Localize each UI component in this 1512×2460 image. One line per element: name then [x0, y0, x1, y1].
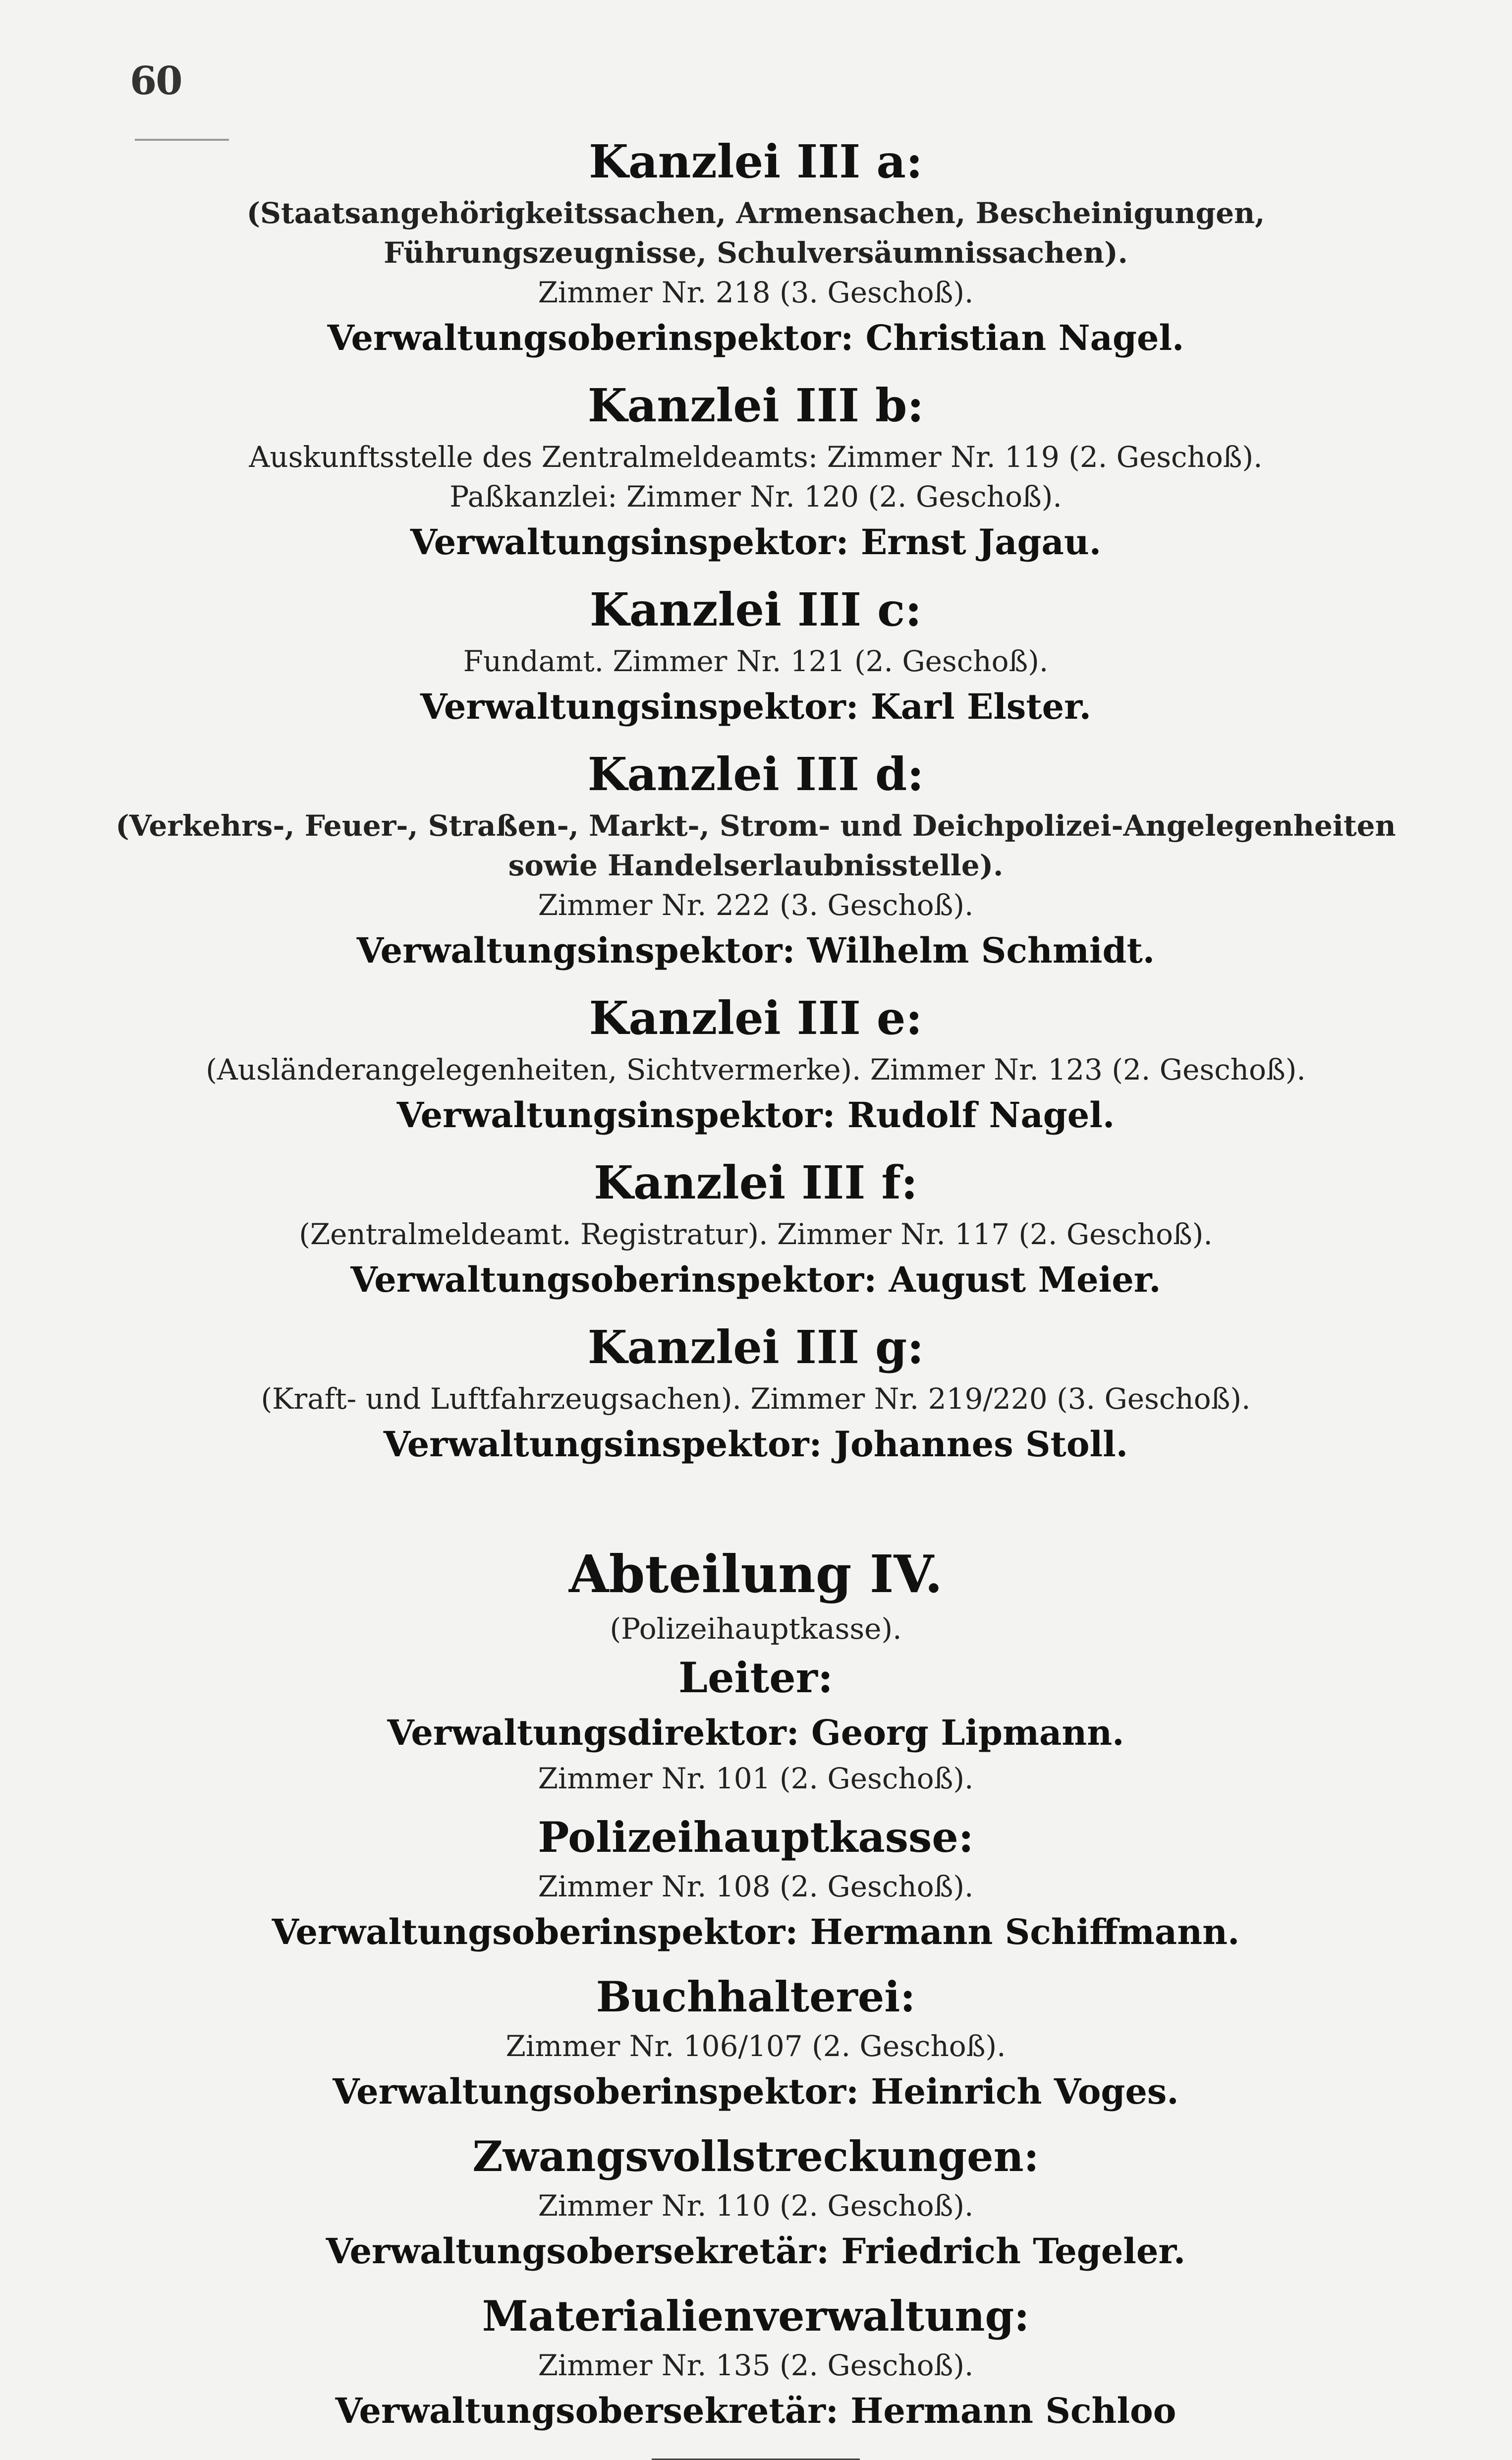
unit-officer: Verwaltungsoberinspektor: Hermann Schiffmann.	[272, 1911, 1240, 1952]
section-kanzlei-3a	[109, 130, 1402, 364]
unit-heading: Polizeihauptkasse:	[538, 1813, 974, 1862]
directory-content	[109, 130, 1402, 2460]
section-heading: Kanzlei III c:	[589, 583, 922, 636]
unit-officer: Verwaltungsobersekretär: Friedrich Tegeler.	[326, 2231, 1186, 2272]
section-heading: Kanzlei III a:	[589, 135, 923, 188]
section-description: (Staatsangehörigkeitssachen, Armensachen, Bescheinigungen, Führungszeugnisse, Schulversäumnissachen).	[246, 196, 1265, 270]
unit-zwangsvollstreckungen	[109, 2127, 1402, 2277]
section-heading: Kanzlei III e:	[589, 991, 923, 1045]
unit-officer: Verwaltungsoberinspektor: Heinrich Voges.	[333, 2071, 1179, 2112]
section-officer: Verwaltungsinspektor: Johannes Stoll.	[383, 1424, 1128, 1465]
unit-heading: Zwangsvollstreckungen:	[472, 2132, 1039, 2181]
section-kanzlei-3c	[109, 578, 1402, 733]
section-heading: Kanzlei III g:	[587, 1320, 924, 1374]
section-gap	[109, 1480, 1402, 1540]
section-kanzlei-3d	[109, 743, 1402, 976]
page-number: 60	[130, 58, 182, 104]
section-description: (Verkehrs-, Feuer-, Straßen-, Markt-, Strom- und Deichpolizei-Angelegenheiten sowie Handelserlaubnisstelle).	[115, 809, 1396, 882]
unit-room: Zimmer Nr. 106/107 (2. Geschoß).	[505, 2029, 1006, 2063]
leiter-room: Zimmer Nr. 101 (2. Geschoß).	[538, 1762, 974, 1795]
section-kanzlei-3b	[109, 374, 1402, 568]
section-room: (Kraft- und Luftfahrzeugsachen). Zimmer Nr. 219/220 (3. Geschoß).	[261, 1382, 1251, 1416]
section-room: Zimmer Nr. 222 (3. Geschoß).	[538, 888, 974, 922]
section-officer: Verwaltungsinspektor: Wilhelm Schmidt.	[356, 930, 1155, 971]
unit-room: Zimmer Nr. 135 (2. Geschoß).	[538, 2348, 974, 2382]
section-heading: Kanzlei III f:	[594, 1156, 918, 1209]
section-heading: Kanzlei III b:	[587, 379, 924, 432]
unit-polizeihauptkasse	[109, 1808, 1402, 1958]
unit-room: Zimmer Nr. 108 (2. Geschoß).	[538, 1870, 974, 1903]
section-description: Auskunftsstelle des Zentralmeldeamts: Zimmer Nr. 119 (2. Geschoß).	[249, 440, 1263, 474]
section-room: Paßkanzlei: Zimmer Nr. 120 (2. Geschoß).	[449, 480, 1062, 514]
section-heading: Kanzlei III d:	[587, 747, 924, 801]
unit-buchhalterei	[109, 1968, 1402, 2117]
leiter-officer: Verwaltungsdirektor: Georg Lipmann.	[387, 1712, 1124, 1753]
department-subtitle: (Polizeihauptkasse).	[610, 1612, 902, 1646]
section-room: Zimmer Nr. 218 (3. Geschoß).	[538, 276, 974, 309]
section-officer: Verwaltungsoberinspektor: Christian Nagel.	[327, 317, 1184, 358]
section-officer: Verwaltungsinspektor: Rudolf Nagel.	[396, 1094, 1115, 1136]
section-kanzlei-3e	[109, 986, 1402, 1141]
section-room: Fundamt. Zimmer Nr. 121 (2. Geschoß).	[463, 644, 1049, 678]
unit-room: Zimmer Nr. 110 (2. Geschoß).	[538, 2189, 974, 2223]
unit-heading: Buchhalterei:	[596, 1972, 916, 2021]
section-room: (Ausländerangelegenheiten, Sichtvermerke). Zimmer Nr. 123 (2. Geschoß).	[206, 1053, 1306, 1087]
section-kanzlei-3g	[109, 1316, 1402, 1470]
unit-heading: Materialienverwaltung:	[482, 2291, 1030, 2341]
section-officer: Verwaltungsinspektor: Karl Elster.	[420, 686, 1092, 727]
section-abteilung-4	[109, 1540, 1402, 1798]
section-room: (Zentralmeldeamt. Registratur). Zimmer Nr. 117 (2. Geschoß).	[299, 1217, 1213, 1251]
section-officer: Verwaltungsoberinspektor: August Meier.	[350, 1259, 1161, 1300]
section-kanzlei-3f	[109, 1151, 1402, 1306]
department-heading: Abteilung IV.	[568, 1544, 943, 1604]
leiter-heading: Leiter:	[678, 1653, 833, 1702]
unit-officer: Verwaltungsobersekretär: Hermann Schloo	[335, 2390, 1176, 2431]
unit-materialienverwaltung	[109, 2287, 1402, 2437]
section-officer: Verwaltungsinspektor: Ernst Jagau.	[410, 521, 1102, 563]
